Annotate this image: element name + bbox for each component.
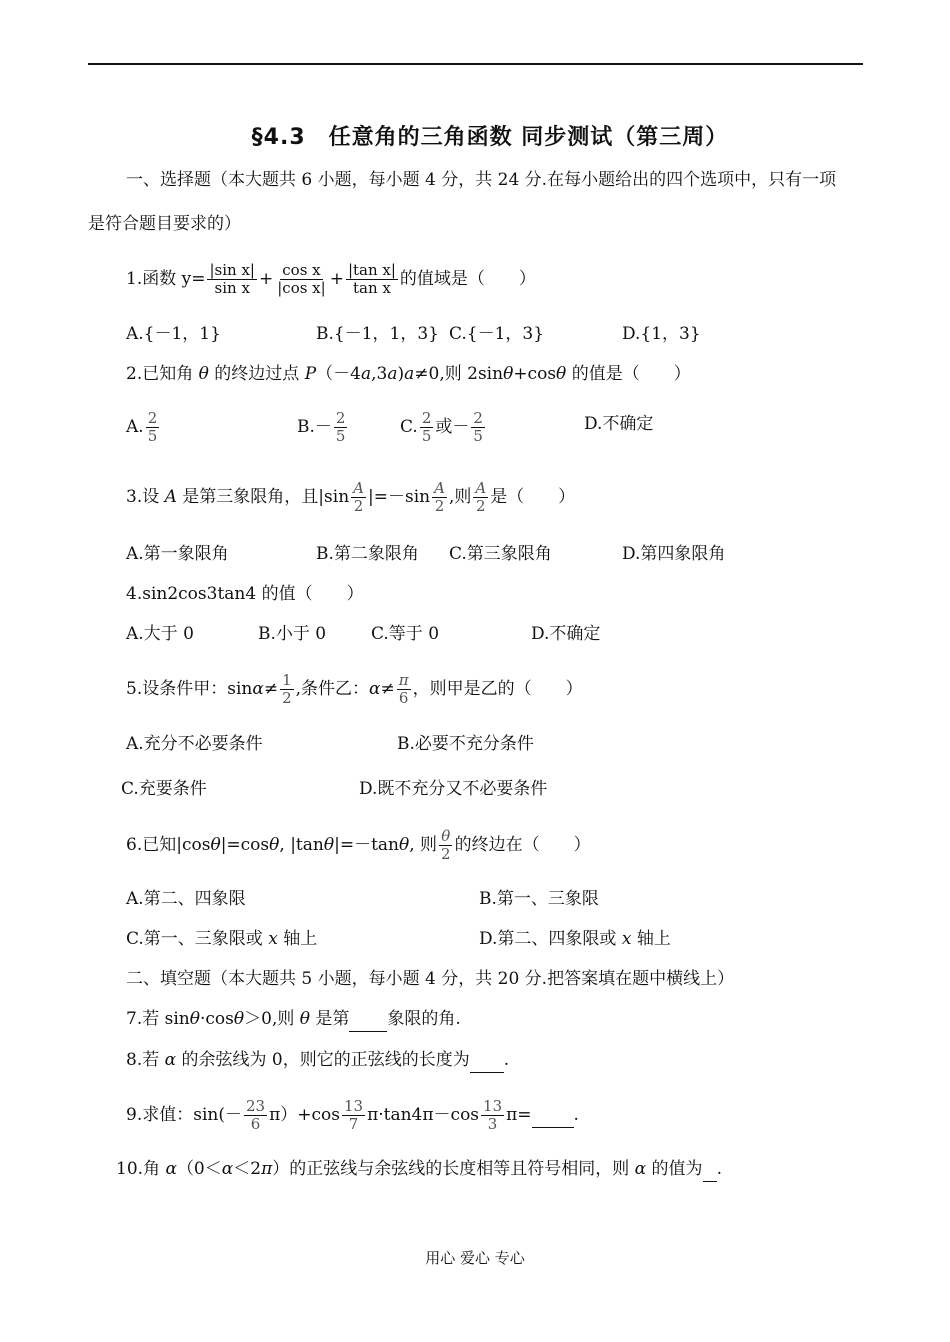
- section1-heading-line2: 是符合题目要求的）: [88, 214, 241, 234]
- q4-option-c: C.等于 0: [371, 624, 440, 644]
- q5-option-d: D.既不充分又不必要条件: [359, 779, 548, 799]
- q5-option-a: A.充分不必要条件: [126, 734, 263, 754]
- q4-option-a: A.大于 0: [126, 624, 194, 644]
- q2-option-c: C. $\frac{2}{5}$ 或－ $\frac{2}{5}$: [400, 409, 483, 445]
- q2-option-a: A. $\frac{2}{5}$: [126, 409, 158, 445]
- q6-option-d: D.第二、四象限或 x 轴上: [479, 929, 671, 949]
- question-2: 2.已知角 θ 的终边过点 P（－4a,3a)a≠0,则 2sinθ+cosθ 的值是（ ）: [126, 364, 691, 384]
- q3-option-c: C.第三象限角: [449, 544, 552, 564]
- q5-option-c: C.充要条件: [121, 779, 207, 799]
- q6-option-a: A.第二、四象限: [126, 889, 246, 909]
- q4-option-d: D.不确定: [531, 624, 601, 644]
- header-rule: [88, 63, 863, 65]
- q1-option-c: C.{－1，3}: [449, 324, 545, 344]
- q9-answer-blank[interactable]: [532, 1103, 574, 1128]
- question-3: 3.设 A 是第三象限角，且|sin $\frac{A}{2}$ |=－sin $\frac{A}{2}$ ,则 $\frac{A}{2}$ 是（ ）: [126, 479, 576, 515]
- section2-heading: 二、填空题（本大题共 5 小题，每小题 4 分，共 20 分.把答案填在题中横线上）: [126, 969, 735, 989]
- q6-option-c: C.第一、三象限或 x 轴上: [126, 929, 318, 949]
- q2-option-b: B.－ $\frac{2}{5}$: [297, 409, 346, 445]
- q8-answer-blank[interactable]: [470, 1048, 504, 1073]
- q2-option-d: D.不确定: [584, 414, 654, 434]
- question-9: 9.求值：sin(－ $\frac{23}{6}$ π）+cos $\frac{13}{7}$ π·tan4π－cos $\frac{13}{3}$ π= .: [126, 1097, 579, 1133]
- question-8: 8.若 α 的余弦线为 0，则它的正弦线的长度为 .: [126, 1048, 509, 1073]
- q6-option-b: B.第一、三象限: [479, 889, 599, 909]
- q5-option-b: B.必要不充分条件: [397, 734, 534, 754]
- section1-heading-line1: 一、选择题（本大题共 6 小题，每小题 4 分，共 24 分.在每小题给出的四个选项中，只有一项: [126, 170, 837, 190]
- page-title: §4.3 任意角的三角函数 同步测试（第三周）: [251, 125, 729, 150]
- q1-option-a: A.{－1，1}: [126, 324, 221, 344]
- question-6: 6.已知|cosθ|=cosθ, |tanθ|=－tanθ, 则 $\frac{\theta}{2}$ 的终边在（ ）: [126, 827, 591, 863]
- q1-option-d: D.{1，3}: [622, 324, 701, 344]
- q10-answer-blank[interactable]: [703, 1157, 717, 1182]
- question-10: 10.角 α（0＜α＜2π）的正弦线与余弦线的长度相等且符号相同，则 α 的值为 .: [116, 1157, 722, 1182]
- question-1: 1.函数 y= $\frac{\text{|sin x|}}{\text{sin x}}$ + $\frac{\text{cos x}}{\text{|cos x|}}$ + $\frac{\text{|tan x|}}{\text{tan x}}$ 的值域是（ ）: [126, 261, 536, 297]
- q7-answer-blank[interactable]: [349, 1007, 387, 1032]
- q3-option-d: D.第四象限角: [622, 544, 726, 564]
- page-footer: 用心 爱心 专心: [425, 1249, 525, 1267]
- q1-option-b: B.{－1，1，3}: [316, 324, 439, 344]
- q4-option-b: B.小于 0: [258, 624, 327, 644]
- question-5: 5.设条件甲：sinα≠ $\frac{1}{2}$ ,条件乙：α≠ $\frac{\pi}{6}$ ，则甲是乙的（ ）: [126, 671, 583, 707]
- question-4: 4.sin2cos3tan4 的值（ ）: [126, 584, 364, 604]
- q3-option-b: B.第二象限角: [316, 544, 419, 564]
- question-7: 7.若 sinθ·cosθ＞0,则 θ 是第 象限的角.: [126, 1007, 461, 1032]
- q3-option-a: A.第一象限角: [126, 544, 229, 564]
